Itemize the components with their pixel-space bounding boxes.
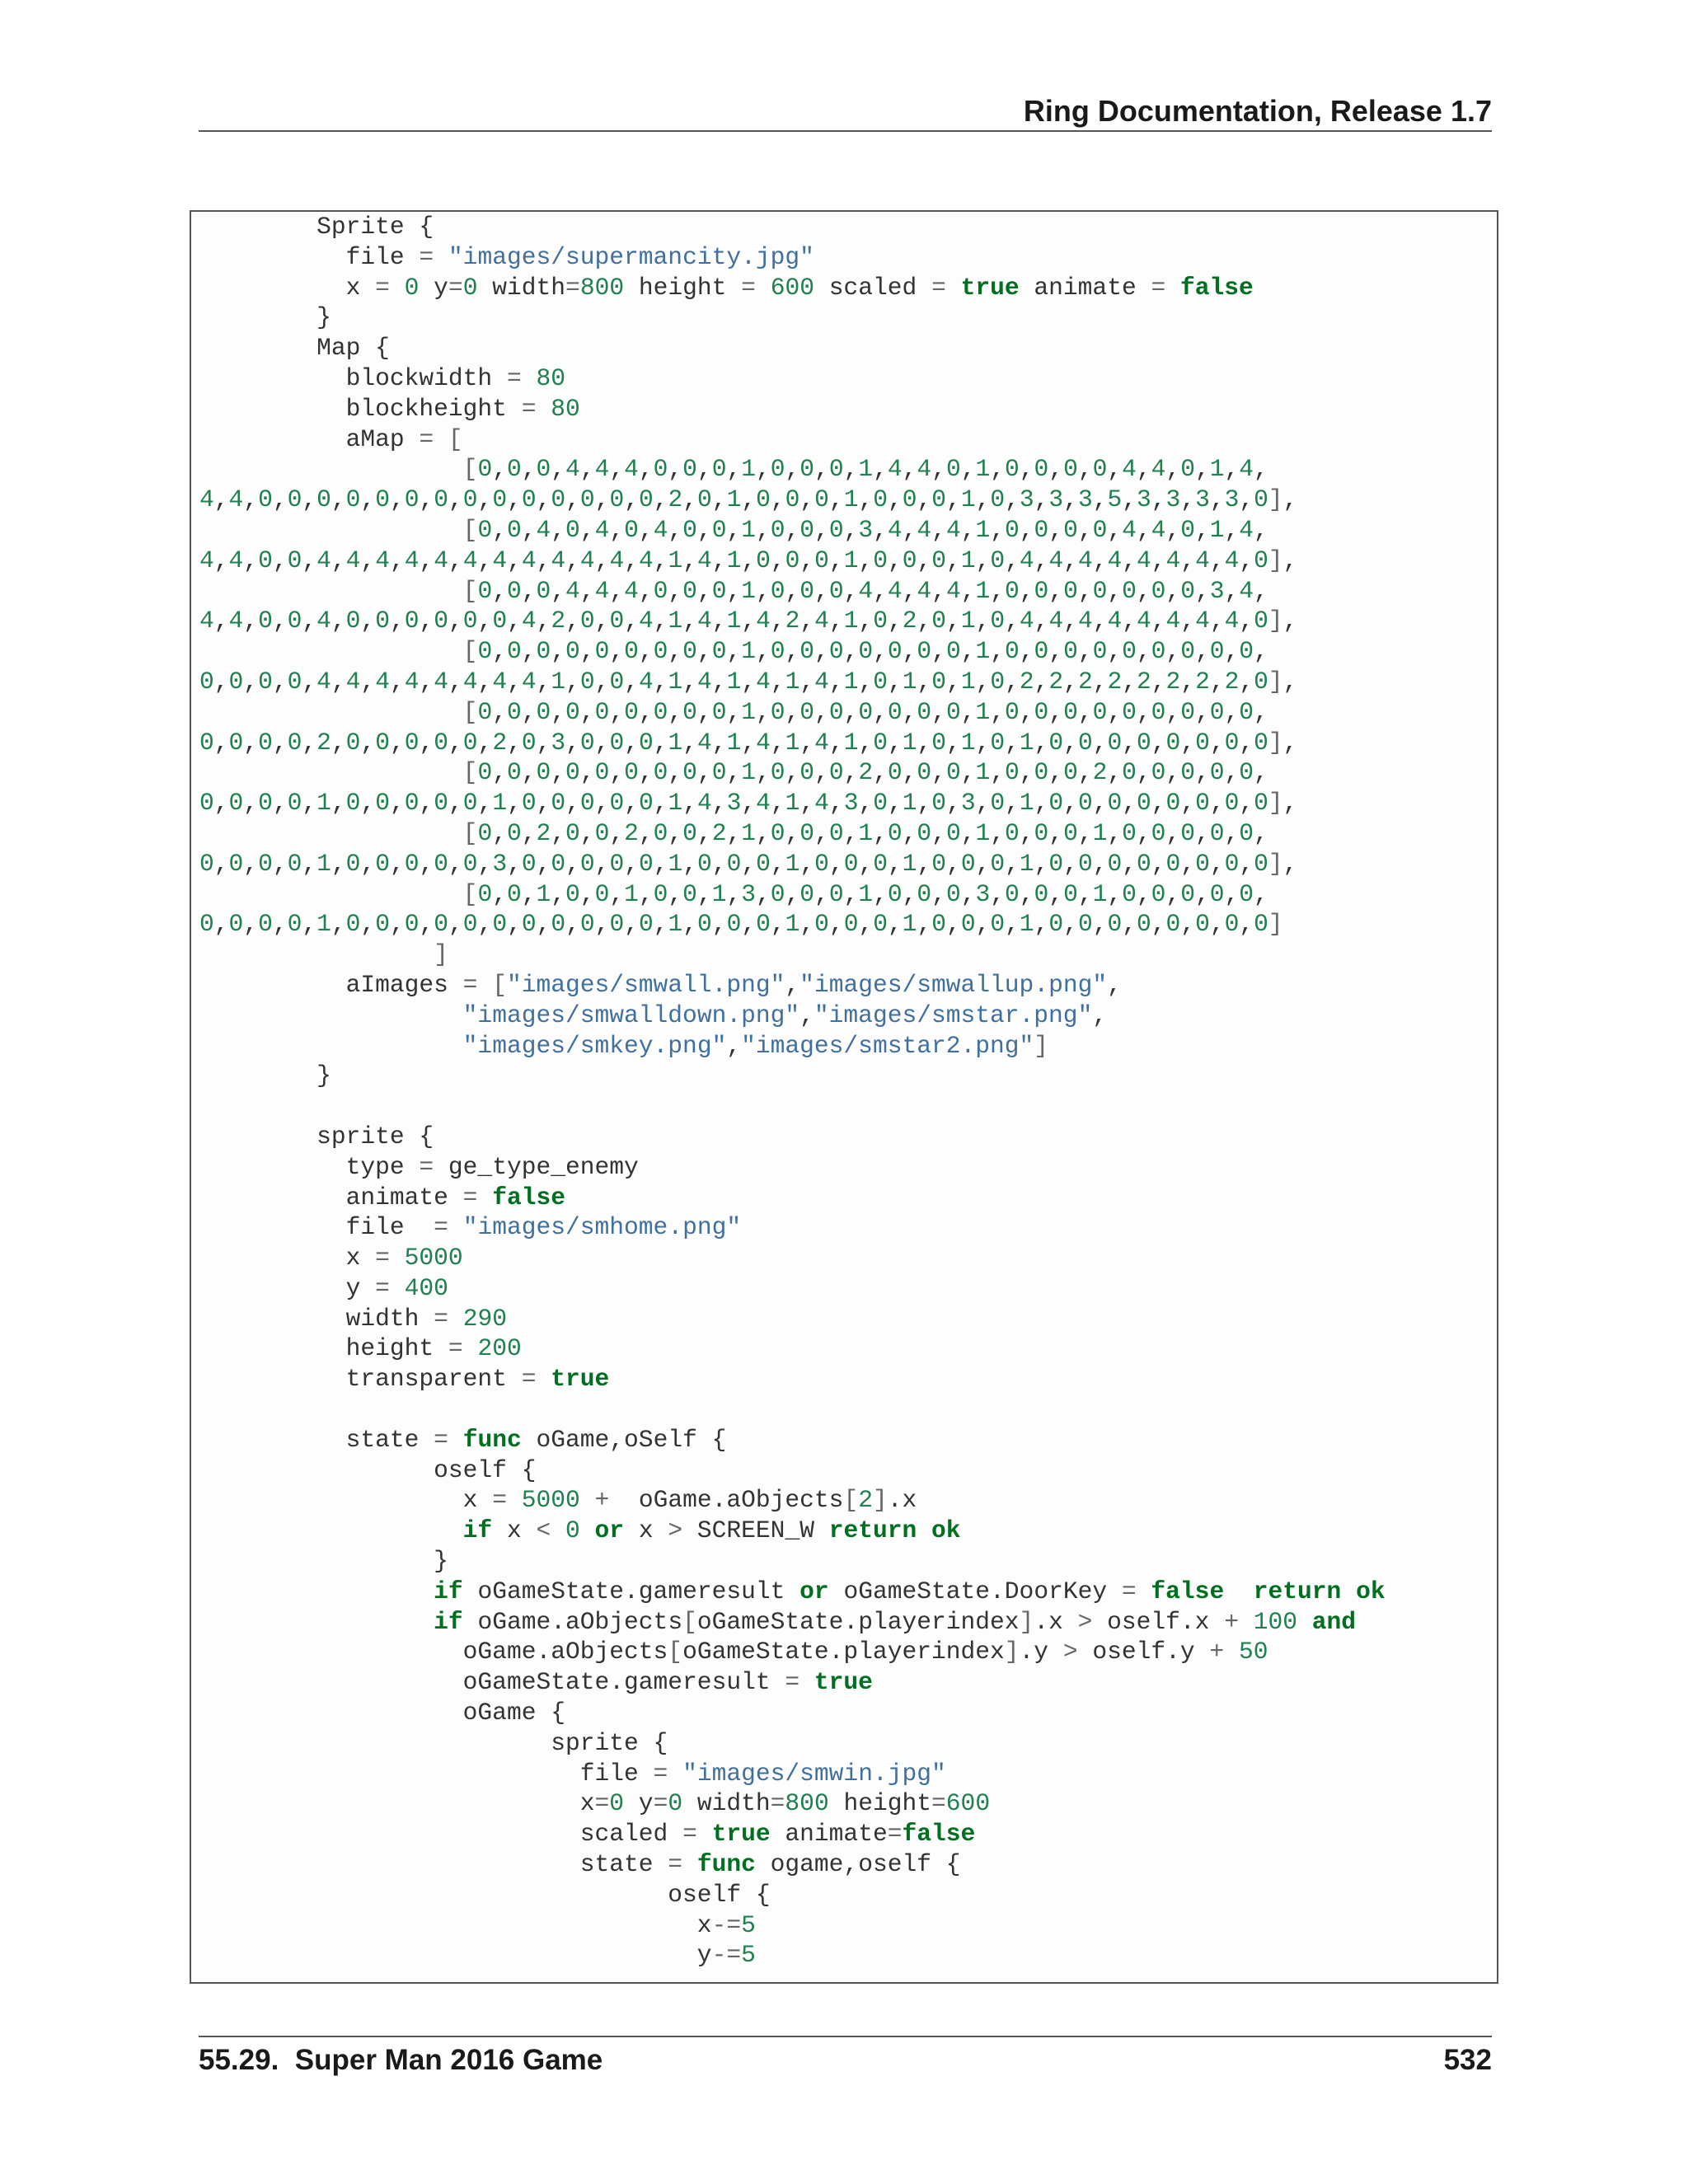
- code-line: 4,4,0,0,4,0,0,0,0,0,0,4,2,0,0,4,1,4,1,4,2,4,1,0,2,0,1,0,4,4,4,4,4,4,4,4,0],: [199, 607, 1298, 635]
- code-line: file = "images/smhome.png": [199, 1213, 742, 1242]
- code-line: y = 400: [199, 1273, 448, 1302]
- code-line: 4,4,0,0,4,4,4,4,4,4,4,4,4,4,4,4,1,4,1,0,0,0,1,0,0,0,1,0,4,4,4,4,4,4,4,4,0],: [199, 546, 1298, 574]
- code-line: scaled = true animate=false: [199, 1820, 976, 1849]
- code-line: "images/smkey.png","images/smstar2.png"]: [462, 1031, 1049, 1060]
- code-line: ]: [434, 940, 448, 969]
- code-listing: [199, 212, 1386, 1971]
- code-line: height = 200: [199, 1334, 522, 1363]
- code-line: }: [199, 303, 331, 332]
- code-line: sprite {: [199, 1728, 668, 1757]
- code-line: oGame.aObjects[oGameState.playerindex].y > oself.y + 50: [199, 1638, 1268, 1666]
- header-divider: [199, 130, 1492, 132]
- code-line: aImages = ["images/smwall.png","images/smwallup.png",: [199, 970, 1122, 999]
- code-line: 0,0,0,0,1,0,0,0,0,0,1,0,0,0,0,0,1,4,3,4,1,4,3,0,1,0,3,0,1,0,0,0,0,0,0,0,0],: [199, 789, 1298, 818]
- code-line: if oGameState.gameresult or oGameState.DoorKey = false return ok: [434, 1577, 1386, 1605]
- code-line: 4,4,0,0,0,0,0,0,0,0,0,0,0,0,0,0,2,0,1,0,0,0,1,0,0,0,1,0,3,3,3,5,3,3,3,3,0],: [199, 485, 1298, 514]
- footer-section-title: 55.29. Super Man 2016 Game: [199, 2044, 603, 2076]
- code-line: 0,0,0,0,1,0,0,0,0,0,0,0,0,0,0,0,1,0,0,0,1,0,0,0,1,0,0,0,1,0,0,0,0,0,0,0,0]: [199, 910, 1283, 939]
- page-header-title: Ring Documentation, Release 1.7: [1023, 94, 1492, 128]
- code-line: x = 5000: [199, 1244, 463, 1272]
- code-line: 0,0,0,0,2,0,0,0,0,0,2,0,3,0,0,0,1,4,1,4,1,4,1,0,1,0,1,0,1,0,0,0,0,0,0,0,0],: [199, 728, 1298, 757]
- code-line: [0,0,1,0,0,1,0,0,1,3,0,0,0,1,0,0,0,3,0,0,0,1,0,0,0,0,0,: [462, 879, 1268, 908]
- code-line: x = 5000 + oGame.aObjects[2].x: [199, 1486, 917, 1515]
- code-line: [0,0,4,0,4,0,4,0,0,1,0,0,0,3,4,4,4,1,0,0,0,0,4,4,0,1,4,: [462, 515, 1268, 544]
- code-line: 0,0,0,0,1,0,0,0,0,0,3,0,0,0,0,0,1,0,0,0,1,0,0,0,1,0,0,0,1,0,0,0,0,0,0,0,0],: [199, 849, 1298, 878]
- code-line: 0,0,0,0,4,4,4,4,4,4,4,4,1,0,0,4,1,4,1,4,1,4,1,0,1,0,1,0,2,2,2,2,2,2,2,2,0],: [199, 667, 1298, 696]
- code-line: x = 0 y=0 width=800 height = 600 scaled = true animate = false: [199, 273, 1254, 302]
- code-line: blockheight = 80: [199, 394, 580, 423]
- code-line: file = "images/smwin.jpg": [199, 1759, 946, 1788]
- code-line: file = "images/supermancity.jpg": [199, 242, 814, 271]
- code-line: type = ge_type_enemy: [199, 1152, 639, 1181]
- code-line: oGameState.gameresult = true: [199, 1668, 873, 1697]
- code-block: [190, 210, 1498, 1984]
- code-line: [0,0,0,0,0,0,0,0,0,1,0,0,0,2,0,0,0,1,0,0,0,2,0,0,0,0,0,: [462, 758, 1268, 787]
- code-line: [0,0,0,0,0,0,0,0,0,1,0,0,0,0,0,0,0,1,0,0,0,0,0,0,0,0,0,: [462, 697, 1268, 726]
- code-line: y-=5: [199, 1941, 756, 1970]
- code-line: state = func oGame,oSelf {: [199, 1425, 727, 1454]
- code-line: if oGame.aObjects[oGameState.playerindex].x > oself.x + 100 and: [434, 1607, 1357, 1636]
- footer-divider: [199, 2036, 1492, 2037]
- code-line: Sprite {: [199, 213, 434, 241]
- code-line: sprite {: [199, 1122, 434, 1151]
- footer-page-number: 532: [1443, 2044, 1492, 2076]
- code-line: animate = false: [199, 1183, 565, 1212]
- code-line: width = 290: [199, 1304, 507, 1333]
- code-line: [0,0,0,4,4,4,0,0,0,1,0,0,0,4,4,4,4,1,0,0,0,0,0,0,0,3,4,: [462, 576, 1268, 605]
- code-line: x=0 y=0 width=800 height=600: [199, 1789, 991, 1818]
- code-line: oGame {: [199, 1699, 565, 1727]
- code-line: [0,0,0,0,0,0,0,0,0,1,0,0,0,0,0,0,0,1,0,0,0,0,0,0,0,0,0,: [462, 637, 1268, 666]
- code-line: Map {: [199, 334, 390, 363]
- code-line: state = func ogame,oself {: [199, 1850, 961, 1879]
- code-line: [0,0,2,0,0,2,0,0,2,1,0,0,0,1,0,0,0,1,0,0,0,1,0,0,0,0,0,: [462, 818, 1268, 847]
- code-line: [0,0,0,4,4,4,0,0,0,1,0,0,0,1,4,4,0,1,0,0,0,0,4,4,0,1,4,: [462, 455, 1268, 484]
- code-line: if x < 0 or x > SCREEN_W return ok: [462, 1516, 961, 1545]
- code-line: }: [199, 1062, 331, 1090]
- code-line: transparent = true: [199, 1365, 610, 1394]
- code-line: x-=5: [199, 1910, 756, 1939]
- code-line: aMap = [: [199, 424, 463, 453]
- code-line: oself {: [199, 1880, 771, 1909]
- code-line: "images/smwalldown.png","images/smstar.png",: [462, 1001, 1108, 1029]
- code-line: oself {: [199, 1455, 537, 1484]
- code-line: blockwidth = 80: [199, 363, 566, 392]
- code-line: }: [199, 1547, 448, 1576]
